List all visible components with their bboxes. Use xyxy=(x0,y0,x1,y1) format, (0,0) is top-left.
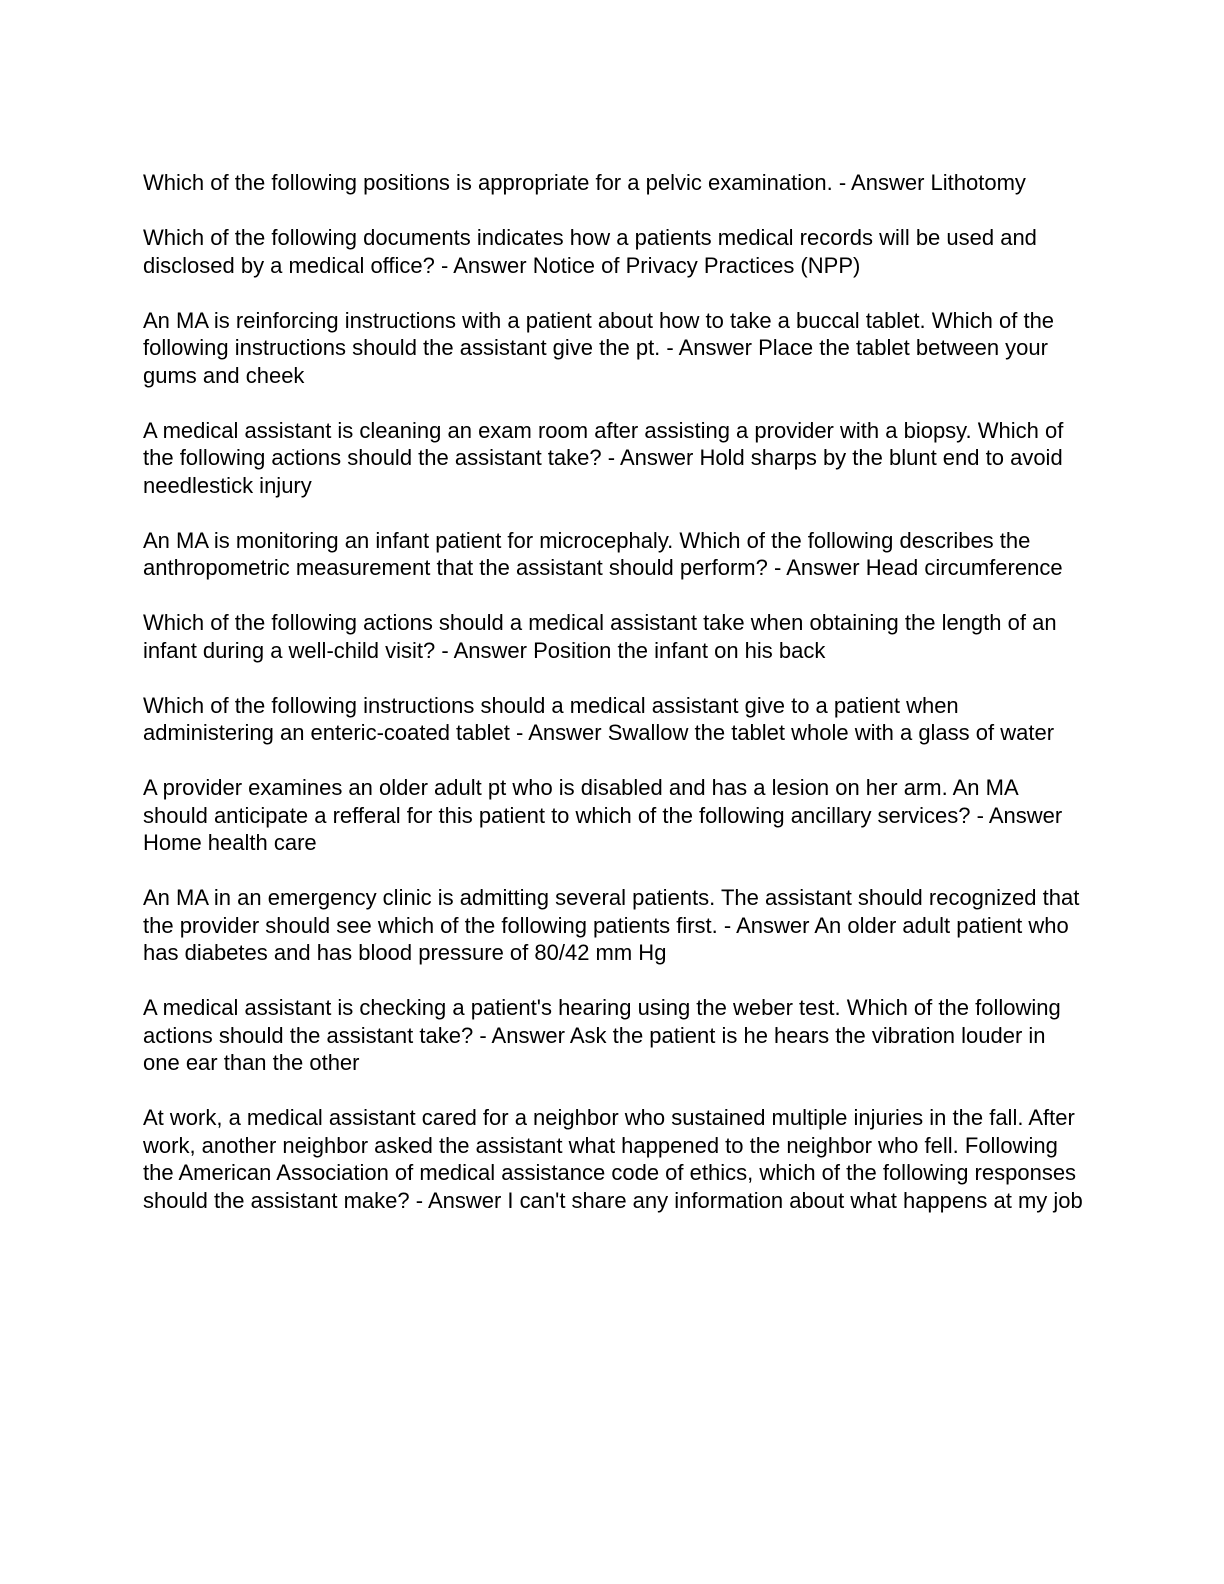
question-text: An MA is reinforcing instructions with a patient about how to take a buccal tablet. Which of the following instructions should the assistant give the pt. xyxy=(143,307,1055,360)
qa-entry xyxy=(143,527,1083,582)
answer-text: Position the infant on his back xyxy=(533,637,826,663)
answer-separator: - Answer xyxy=(601,445,700,470)
answer-text: Swallow the tablet whole with a glass of water xyxy=(607,720,1055,745)
question-text: Which of the following instructions should a medical assistant give to a patient when administering an enteric-coated tablet xyxy=(143,692,959,745)
answer-separator: - Answer xyxy=(509,720,608,745)
answer-separator: - Answer xyxy=(435,637,534,663)
qa-entry xyxy=(143,609,1083,664)
qa-entry xyxy=(143,417,1083,500)
answer-separator: - Answer xyxy=(717,912,815,938)
question-text: Which of the following actions should a medical assistant take when obtaining the length of an infant during a well-child visit? xyxy=(143,610,1057,663)
question-text: An MA in an emergency clinic is admitting several patients. The assistant should recognized that the provider should see which of the following patients first. xyxy=(143,885,1080,938)
answer-text: Notice of Privacy Practices (NPP) xyxy=(532,252,861,278)
answer-text: An older adult patient who has diabetes and has blood pressure of 80/42 mm Hg xyxy=(143,912,1069,965)
question-text: At work, a medical assistant cared for a neighbor who sustained multiple injuries in the fall. After work, another neighbor asked the assistant what happened to the neighbor who fell. Following the American Association of medical assistance code of ethics, which of the following responses should the assistant make? xyxy=(143,1105,1077,1213)
qa-entry xyxy=(143,1104,1083,1214)
qa-entry xyxy=(143,692,1083,747)
answer-separator: - Answer xyxy=(473,1022,570,1048)
question-text: Which of the following positions is appropriate for a pelvic examination. xyxy=(143,170,833,195)
answer-separator: - Answer xyxy=(767,555,866,580)
question-text: Which of the following documents indicates how a patients medical records will be used and disclosed by a medical office? xyxy=(143,225,1037,278)
answer-separator: - Answer xyxy=(409,1187,508,1213)
qa-entry xyxy=(143,884,1083,967)
answer-separator: - Answer xyxy=(832,170,931,195)
answer-text: Ask the patient is he hears the vibration louder in one ear than the other xyxy=(143,1022,1046,1075)
qa-entry xyxy=(143,994,1083,1077)
answer-text: Hold sharps by the blunt end to avoid needlestick injury xyxy=(143,445,1063,498)
question-text: A medical assistant is cleaning an exam room after assisting a provider with a biopsy. Which of the following actions should the assistant take? xyxy=(143,417,1064,470)
answer-separator: - Answer xyxy=(434,252,533,278)
qa-entry xyxy=(143,169,1083,197)
qa-entry xyxy=(143,307,1083,390)
answer-separator: - Answer xyxy=(660,335,759,360)
question-text: An MA is monitoring an infant patient for microcephaly. Which of the following describes the anthropometric measurement that the assistant should perform? xyxy=(143,527,1031,580)
answer-text: Lithotomy xyxy=(930,170,1026,195)
answer-separator: - Answer xyxy=(970,802,1063,828)
answer-text: I can't share any information about what happens at my job xyxy=(507,1187,1083,1213)
qa-list xyxy=(143,169,1083,1242)
qa-entry xyxy=(143,224,1083,279)
answer-text: Home health care xyxy=(143,830,317,855)
question-text: A provider examines an older adult pt who is disabled and has a lesion on her arm. An MA should anticipate a refferal for this patient to which of the following ancillary services? xyxy=(143,775,1018,828)
answer-text: Place the tablet between your gums and cheek xyxy=(143,335,1048,388)
answer-text: Head circumference xyxy=(865,555,1063,580)
qa-entry xyxy=(143,774,1083,857)
question-text: A medical assistant is checking a patient's hearing using the weber test. Which of the following actions should the assistant take? xyxy=(143,995,1061,1048)
